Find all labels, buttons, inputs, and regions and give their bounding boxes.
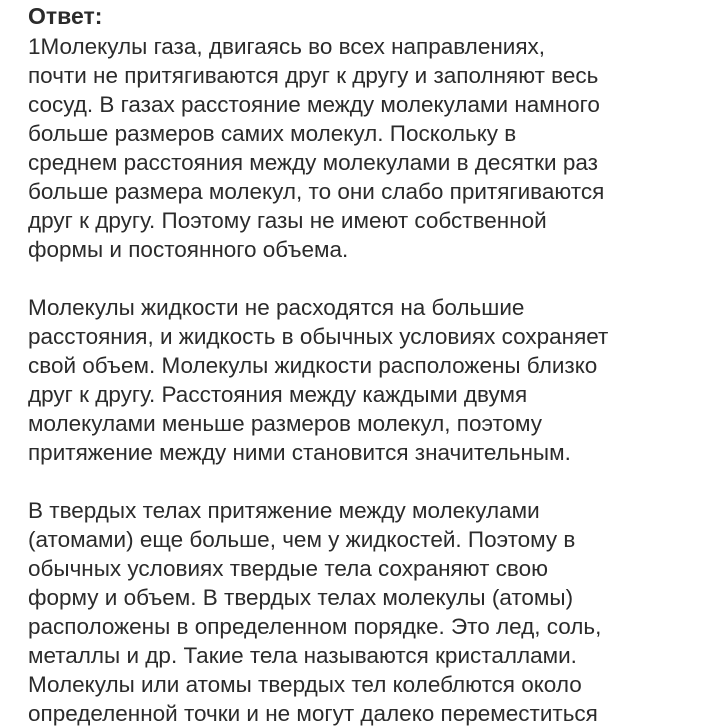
text-line: притяжение между ними становится значительным. [28, 440, 571, 465]
paragraph-spacer [28, 467, 718, 496]
text-line: друг к другу. Расстояния между каждыми двумя [28, 382, 528, 407]
text-line: форму и объем. В твердых телах молекулы (атомы) [28, 585, 574, 610]
text-line: почти не притягиваются друг к другу и заполняют весь [28, 63, 599, 88]
text-line: друг к другу. Поэтому газы не имеют собственной [28, 208, 547, 233]
text-line: расстояния, и жидкость в обычных условиях сохраняет [28, 324, 609, 349]
text-line: свой объем. Молекулы жидкости расположены близко [28, 353, 598, 378]
text-line: расположены в определенном порядке. Это лед, соль, [28, 614, 602, 639]
text-line: среднем расстояния между молекулами в десятки раз [28, 150, 598, 175]
paragraph-liquids [28, 293, 718, 467]
text-line: Молекулы или атомы твердых тел колеблются около [28, 672, 582, 697]
answer-title: Ответ: [28, 3, 103, 29]
text-line: (атомами) еще больше, чем у жидкостей. Поэтому в [28, 527, 576, 552]
text-line: молекулами меньше размеров молекул, поэтому [28, 411, 542, 436]
paragraph-solids [28, 496, 718, 728]
text-line: больше размеров самих молекул. Поскольку в [28, 121, 517, 146]
paragraph-spacer [28, 264, 718, 293]
text-line: сосуд. В газах расстояние между молекулами намного [28, 92, 600, 117]
text-line: определенной точки и не могут далеко переместиться [28, 701, 598, 726]
answer-block [28, 2, 718, 728]
text-line: металлы и др. Такие тела называются кристаллами. [28, 643, 577, 668]
text-line: В твердых телах притяжение между молекулами [28, 498, 540, 523]
text-line: 1Молекулы газа, двигаясь во всех направлениях, [28, 34, 546, 59]
text-line: формы и постоянного объема. [28, 237, 349, 262]
text-line: больше размера молекул, то они слабо притягиваются [28, 179, 605, 204]
text-line: обычных условиях твердые тела сохраняют свою [28, 556, 548, 581]
text-line: Молекулы жидкости не расходятся на большие [28, 295, 525, 320]
paragraph-gases [28, 32, 718, 264]
